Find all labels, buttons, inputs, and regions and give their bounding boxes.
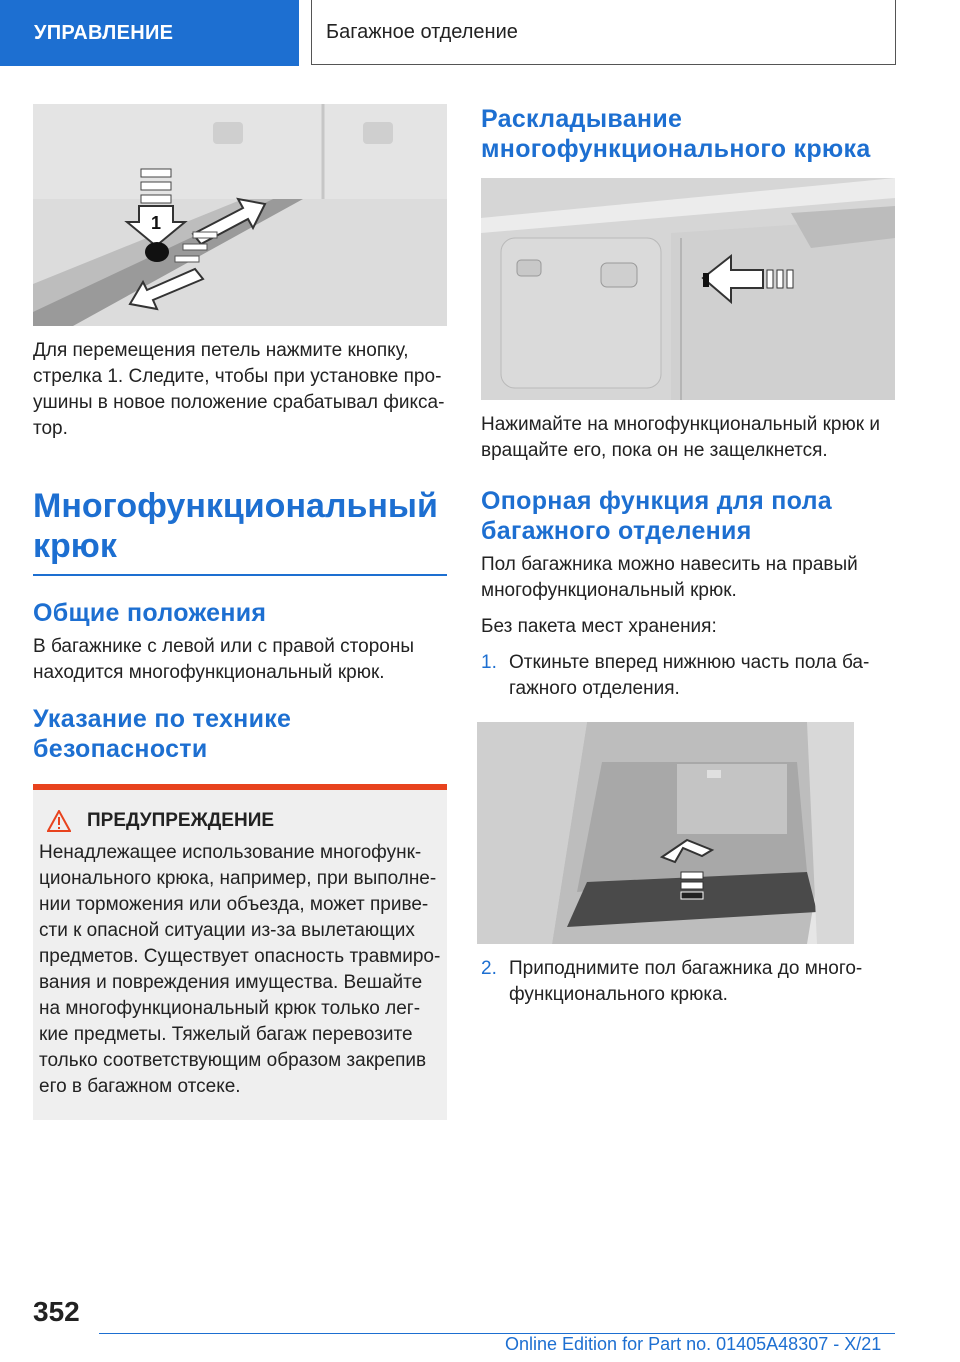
step-1 — [481, 650, 895, 702]
general-heading: Общие положения — [33, 599, 267, 627]
section-tab[interactable] — [0, 0, 299, 66]
section-title: УПРАВЛЕНИЕ — [34, 21, 174, 44]
heading-line: Опорная функция для пола — [481, 487, 832, 515]
right-column — [481, 104, 895, 1008]
text-line: ушины в новое положение срабатывал фикса- — [33, 392, 445, 413]
warning-box — [33, 784, 447, 1120]
rail-instruction — [33, 338, 447, 442]
text-line: Ненадлежащее использование многофунк- — [39, 842, 422, 863]
no-storage-label: Без пакета мест хранения: — [481, 616, 717, 637]
left-column — [33, 104, 447, 1120]
heading-line: Многофункциональный — [33, 487, 438, 525]
text-line: Пол багажника можно навесить на правый — [481, 554, 858, 575]
text-line: его в багажном отсеке. — [39, 1076, 241, 1097]
heading-line: Раскладывание — [481, 105, 683, 133]
text-line: кие предметы. Тяжелый багаж перевозите — [39, 1024, 413, 1045]
text-line: функционального крюка. — [509, 984, 728, 1005]
text-line: Для перемещения петель нажмите кнопку, — [33, 340, 409, 361]
support-text — [481, 552, 895, 604]
unfold-heading — [481, 104, 895, 164]
general-text — [33, 634, 447, 686]
warning-text — [33, 832, 447, 1100]
heading-rule — [33, 574, 447, 576]
text-line: находится многофункциональный крюк. — [33, 662, 385, 683]
edition-link[interactable]: Online Edition for Part no. 01405A48307 - X/21 — [505, 1334, 882, 1354]
text-line: вания и повреждения имущества. Вешайте — [39, 972, 423, 993]
text-line: стрелка 1. Следите, чтобы при установке про- — [33, 366, 442, 387]
figure-cargo-rail — [33, 104, 447, 326]
text-line: В багажнике с левой или с правой стороны — [33, 636, 414, 657]
chapter-title: Багажное отделение — [326, 20, 518, 43]
text-line: многофункциональный крюк. — [481, 580, 737, 601]
safety-heading — [33, 704, 447, 764]
step-number: 2. — [481, 958, 497, 979]
text-line: предметов. Существует опасность травмиро- — [39, 946, 441, 967]
text-line: ционального крюка, например, при выполне- — [39, 868, 437, 889]
heading-line: Указание по технике — [33, 705, 292, 733]
text-line: тор. — [33, 418, 68, 439]
text-line: вращайте его, пока он не защелкнется. — [481, 440, 828, 461]
figure-hook — [481, 178, 895, 400]
step-number: 1. — [481, 652, 497, 673]
heading-line: багажного отделения — [481, 517, 752, 545]
page-number: 352 — [33, 1296, 80, 1327]
step-2 — [481, 956, 895, 1008]
text-line: на многофункциональный крюк только лег- — [39, 998, 421, 1019]
text-line: гажного отделения. — [509, 678, 680, 699]
chapter-header — [311, 0, 896, 65]
heading-line: многофункционального крюка — [481, 135, 871, 163]
heading-line: крюк — [33, 527, 117, 565]
section-heading — [33, 486, 447, 566]
unfold-text — [481, 412, 895, 464]
text-line: только соответствующим образом закрепив — [39, 1050, 427, 1071]
text-line: Откиньте вперед нижнюю часть пола ба- — [509, 652, 870, 673]
text-line: Нажимайте на многофункциональный крюк и — [481, 414, 880, 435]
heading-line: безопасности — [33, 735, 208, 763]
text-line: Приподнимите пол багажника до много- — [509, 958, 863, 979]
support-heading — [481, 486, 895, 546]
warning-header — [33, 790, 447, 832]
warning-icon — [47, 810, 71, 832]
figure-trunk-floor — [477, 722, 854, 944]
text-line: сти к опасной ситуации из-за вылетающих — [39, 920, 415, 941]
warning-title: ПРЕДУПРЕЖДЕНИЕ — [87, 810, 275, 831]
text-line: нии торможения или объезда, может приве- — [39, 894, 429, 915]
figure-arrow-label: 1 — [151, 213, 162, 233]
